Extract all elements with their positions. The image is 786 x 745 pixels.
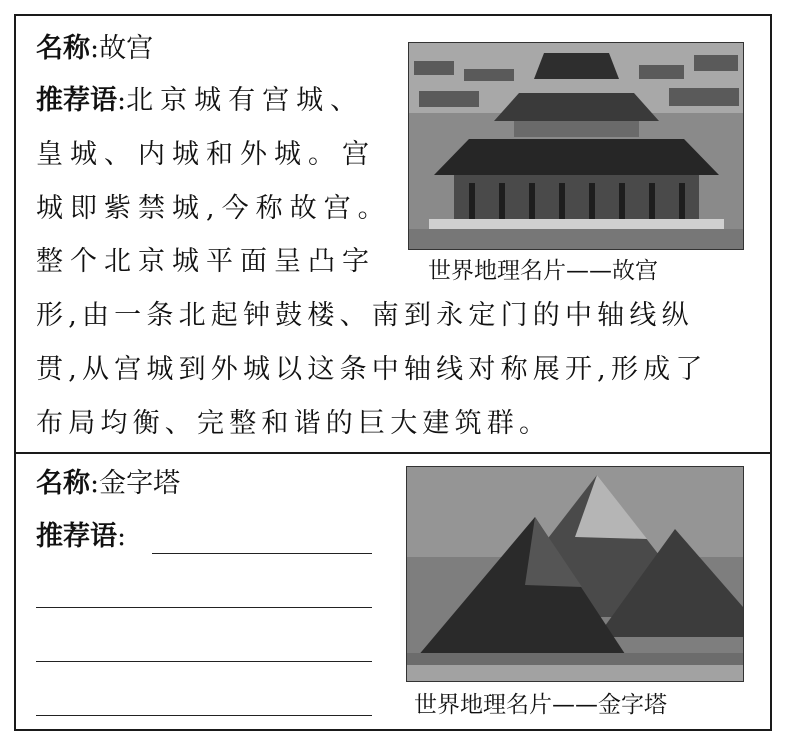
forbidden-city-photo	[408, 42, 744, 250]
section1-name-row	[36, 32, 153, 66]
answer-line-2[interactable]	[36, 607, 372, 608]
section1-line-4: 整个北京城平面呈凸字	[36, 246, 376, 277]
section-divider	[16, 452, 770, 454]
section2-rec-label: 推荐语	[36, 521, 117, 552]
section1-line-7: 布局均衡、完整和谐的巨大建筑群。	[36, 408, 552, 439]
answer-line-1[interactable]	[152, 553, 372, 554]
section1-name-label: 名称	[36, 33, 90, 64]
section1-rec-colon: :	[117, 85, 127, 116]
geography-card	[14, 14, 772, 731]
section2-rec-colon: :	[117, 521, 127, 552]
section2-name-row	[36, 467, 180, 501]
section2-name-colon: :	[90, 468, 100, 499]
pyramid-photo	[406, 466, 744, 682]
section1-recommend-row	[36, 84, 364, 118]
section1-line-2: 皇城、内城和外城。宫	[36, 139, 376, 170]
section1-line-5: 形,由一条北起钟鼓楼、南到永定门的中轴线纵	[36, 300, 694, 331]
section2-name-value: 金字塔	[99, 468, 181, 499]
section1-line-3: 城即紫禁城,今称故宫。	[36, 193, 392, 224]
pyramid-caption: 世界地理名片——金字塔	[414, 692, 667, 718]
section1-name-colon: :	[90, 33, 100, 64]
forbidden-city-caption: 世界地理名片——故宫	[428, 258, 658, 284]
section2-name-label: 名称	[36, 468, 90, 499]
section2-recommend-row	[36, 520, 126, 554]
section1-rec-label: 推荐语	[36, 85, 117, 116]
section1-name-value: 故宫	[99, 33, 154, 64]
answer-line-4[interactable]	[36, 715, 372, 716]
section1-line-1: 北京城有宫城、	[126, 85, 365, 116]
answer-line-3[interactable]	[36, 661, 372, 662]
section1-line-6: 贯,从宫城到外城以这条中轴线对称展开,形成了	[36, 354, 708, 385]
